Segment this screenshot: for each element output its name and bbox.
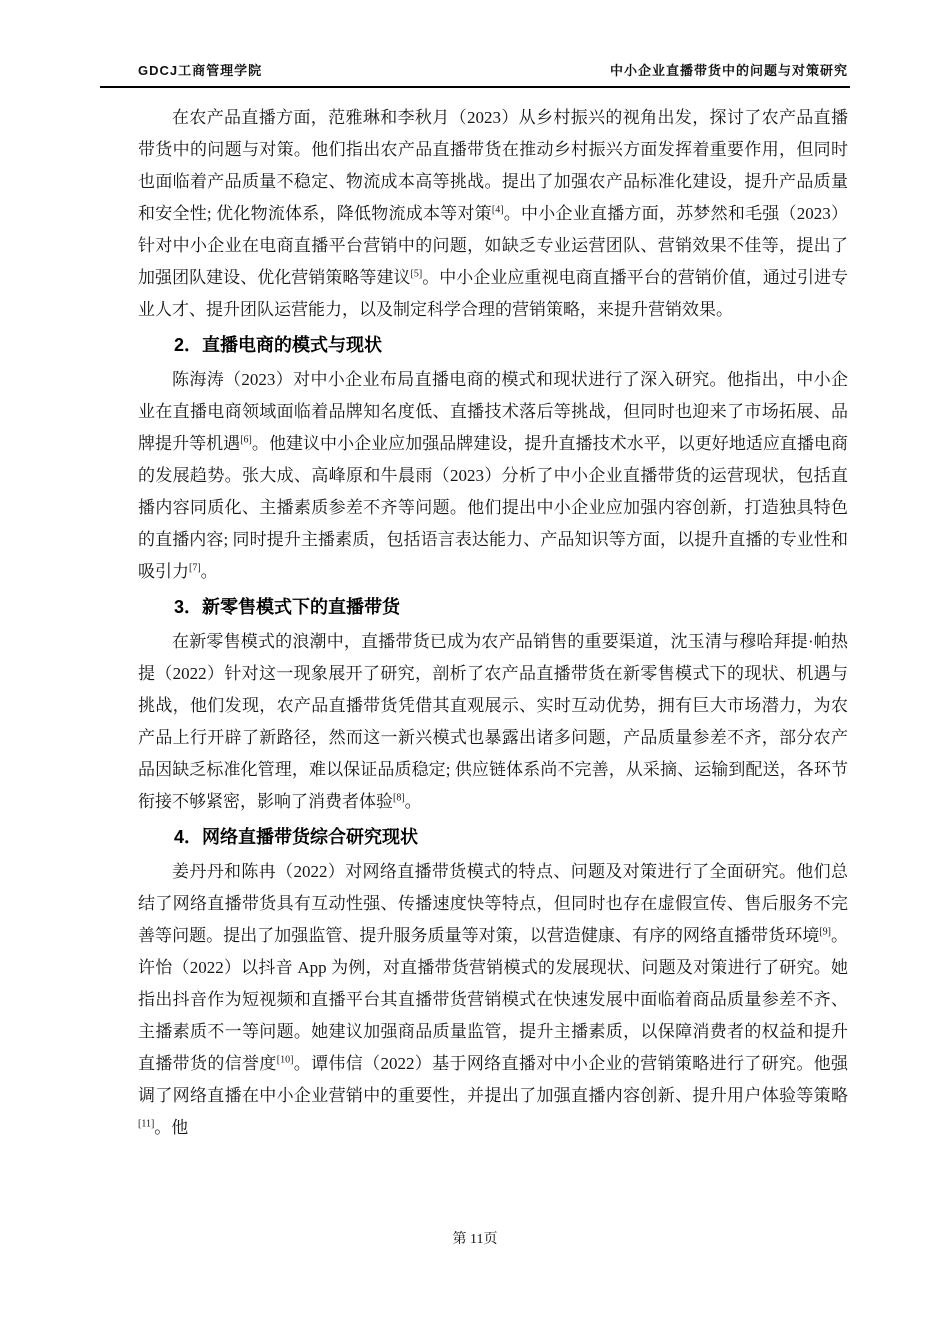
- paragraph-new-retail: 在新零售模式的浪潮中，直播带货已成为农产品销售的重要渠道，沈玉清与穆哈拜提·帕热提（2022）针对这一现象展开了研究，剖析了农产品直播带货在新零售模式下的现状、机遇与挑战，他们发现，农产品直播带货凭借其直观展示、实时互动优势，拥有巨大市场潜力，为农产品上行开辟了新路径，然而这一新兴模式也暴露出诸多问题，产品质量参差不齐，部分农产品因缺乏标准化管理，难以保证品质稳定; 供应链体系尚不完善，从采摘、运输到配送，各环节衔接不够紧密，影响了消费者体验[8]。: [138, 632, 848, 811]
- section-heading-2: 2．直播电商的模式与现状: [174, 335, 383, 355]
- page-header: [138, 60, 848, 79]
- paragraph-comprehensive-research: 姜丹丹和陈冉（2022）对网络直播带货模式的特点、问题及对策进行了全面研究。他们总结了网络直播带货具有互动性强、传播速度快等特点，但同时也存在虚假宣传、售后服务不完善等问题。提出了加强监管、提升服务质量等对策，以营造健康、有序的网络直播带货环境[9]。许怡（2022）以抖音 App 为例，对直播带货营销模式的发展现状、问题及对策进行了研究。她指出抖音作为短视频和直播平台其直播带货营销模式在快速发展中面临着商品质量参差不齐、主播素质不一等问题。她建议加强商品质量监管，提升主播素质，以保障消费者的权益和提升直播带货的信誉度[10]。谭伟信（2022）基于网络直播对中小企业的营销策略进行了研究。他强调了网络直播在中小企业营销中的重要性，并提出了加强直播内容创新、提升用户体验等策略[11]。他: [138, 862, 849, 1137]
- page-footer: [0, 1228, 950, 1248]
- header-school-name: GDCJ工商管理学院: [138, 63, 263, 78]
- section-heading-3: 3．新零售模式下的直播带货: [174, 597, 401, 617]
- document-body: [138, 102, 848, 1144]
- paragraph-ecommerce-mode: 陈海涛（2023）对中小企业布局直播电商的模式和现状进行了深入研究。他指出，中小企业在直播电商领域面临着品牌知名度低、直播技术落后等挑战，但同时也迎来了市场拓展、品牌提升等机遇[6]。他建议中小企业应加强品牌建设，提升直播技术水平，以更好地适应直播电商的发展趋势。张大成、高峰原和牛晨雨（2023）分析了中小企业直播带货的运营现状，包括直播内容同质化、主播素质参差不齐等问题。他们提出中小企业应加强内容创新，打造独具特色的直播内容; 同时提升主播素质，包括语言表达能力、产品知识等方面，以提升直播的专业性和吸引力[7]。: [138, 370, 849, 581]
- section-heading-4: 4．网络直播带货综合研究现状: [174, 827, 419, 847]
- paragraph-agri-livestream: 在农产品直播方面，范雅琳和李秋月（2023）从乡村振兴的视角出发，探讨了农产品直播带货中的问题与对策。他们指出农产品直播带货在推动乡村振兴方面发挥着重要作用，但同时也面临着产品质量不稳定、物流成本高等挑战。提出了加强农产品标准化建设，提升产品质量和安全性; 优化物流体系，降低物流成本等对策[4]。中小企业直播方面，苏梦然和毛强（2023）针对中小企业在电商直播平台营销中的问题，如缺乏专业运营团队、营销效果不佳等，提出了加强团队建设、优化营销策略等建议[5]。中小企业应重视电商直播平台的营销价值，通过引进专业人才、提升团队运营能力，以及制定科学合理的营销策略，来提升营销效果。: [138, 108, 849, 319]
- header-document-title: 中小企业直播带货中的问题与对策研究: [609, 63, 848, 78]
- header-rule: [100, 86, 850, 88]
- page-number: 第 11页: [452, 1232, 498, 1247]
